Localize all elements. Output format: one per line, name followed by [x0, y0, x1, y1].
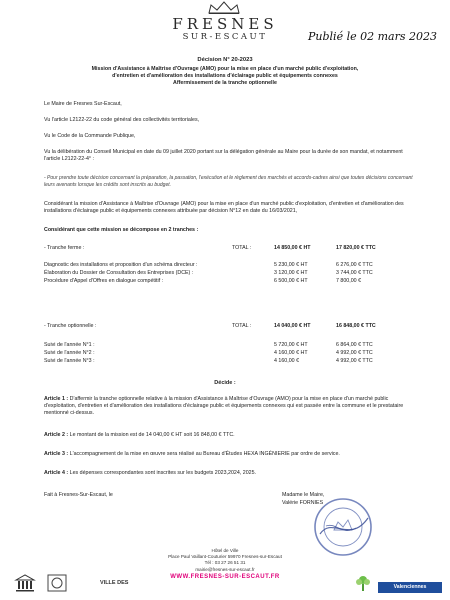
item-ttc: 7 800,00 €: [336, 278, 362, 284]
item-ttc: 3 744,00 € TTC: [336, 270, 373, 276]
item-label: Procédure d'Appel d'Offres en dialogue compétitif :: [44, 278, 164, 284]
object-line: Affermissement de la tranche optionnelle: [173, 79, 277, 86]
total-ttc: 17 820,00 € TTC: [336, 245, 376, 251]
decision-title: Décision N° 20-2023: [197, 57, 253, 63]
email-line: mairie@fresnes-sur-escaut.fr: [195, 566, 255, 572]
item-label: Suivi de l'année N°2 :: [44, 350, 95, 356]
vu-deliberation: Vu la délibération du Conseil Municipal en date du 09 juillet 2020 portant sur la délégation générale au Maire pour la durée de son mandat, et notamment l'article L2122-22-4° :: [44, 149, 403, 163]
flower-label-icon: [354, 573, 372, 593]
item-ht: 6 500,00 € HT: [274, 278, 308, 284]
item-ht: 3 120,00 € HT: [274, 270, 308, 276]
tranche-item: [44, 278, 414, 286]
article-text: D'affermir la tranche optionnelle relative à la mission d'Assistance à Maîtrise d'Ouvrage (AMO) pour la mise en place d'un marché public d'exploitation, d'entretien et d'amélioration des installations d'éclairage public et équipements connexes qui est passée entre la commune et le prestataire mentionné ci-dessus.: [44, 396, 404, 417]
total-ht: 14 850,00 € HT: [274, 245, 311, 251]
total-label: TOTAL :: [232, 245, 252, 251]
signature-place: Fait à Fresnes-Sur-Escaut, le: [44, 492, 113, 498]
vu-article: Vu l'article L2122-22 du code général des collectivités territoriales,: [44, 117, 200, 123]
item-label: Suivi de l'année N°3 :: [44, 358, 95, 364]
delegation-bullet: - Pour prendre toute décision concernant la préparation, la passation, l'exécution et le règlement des marchés et accords-cadres ainsi que toutes décisions concernant leurs avenants lorsque les crédits sont inscrits au budget.: [44, 175, 413, 188]
valenciennes-badge: Valenciennes: [378, 582, 442, 593]
item-label: Suivi de l'année N°1 :: [44, 342, 95, 348]
town-subname: SUR-ESCAUT: [182, 32, 268, 42]
item-ttc: 6 276,00 € TTC: [336, 262, 373, 268]
tranche-label: - Tranche ferme :: [44, 245, 85, 251]
article-number: Article 2 :: [44, 432, 69, 438]
town-hall-address: [120, 548, 330, 581]
item-ttc: 6 864,00 € TTC: [336, 342, 373, 348]
article-number: Article 1 :: [44, 396, 69, 402]
website-link[interactable]: WWW.FRESNES-SUR-ESCAUT.FR: [170, 573, 280, 580]
article-1: [44, 396, 414, 417]
phone-line: Tél : 03 27 26 51 31: [204, 560, 246, 566]
article-4: [44, 470, 414, 477]
article-text: Les dépenses correspondantes sont inscrites sur les budgets 2023,2024, 2025.: [69, 470, 257, 476]
item-ht: 4 160,00 €: [274, 358, 300, 364]
object-line: Mission d'Assistance à Maîtrise d'Ouvrage (AMO) pour la mise en place d'un marché public d'exploitation,: [91, 66, 359, 72]
town-crown-icon: [205, 1, 243, 15]
decision-object: [50, 66, 400, 87]
tranche-item: [44, 342, 414, 350]
town-name: FRESNES: [172, 15, 278, 33]
published-note: Publié le 02 mars 2023: [308, 30, 437, 43]
article-2: [44, 432, 414, 439]
intro-line: Le Maire de Fresnes Sur-Escaut,: [44, 101, 122, 107]
article-number: Article 3 :: [44, 451, 69, 457]
tranche-item: [44, 358, 414, 366]
article-number: Article 4 :: [44, 470, 69, 476]
tranche-optionnelle-total: [44, 323, 414, 331]
tranche-item: [44, 270, 414, 278]
heritage-emblem-icon: [46, 573, 68, 593]
item-label: Diagnostic des installations et proposition d'un schéma directeur :: [44, 262, 198, 268]
unesco-logo-icon: [14, 573, 36, 593]
signatory-role: Madame le Maire,: [282, 492, 325, 498]
signatory-name: Valérie FORNIES: [282, 499, 324, 506]
tranche-ferme-total: [44, 245, 414, 253]
villes-label: VILLE DES: [100, 580, 129, 586]
object-line: d'entretien et d'amélioration des installations d'éclairage public et équipements connexes: [112, 72, 338, 79]
item-ht: 5 720,00 € HT: [274, 342, 308, 348]
total-label: TOTAL :: [232, 323, 252, 329]
address-line: Hôtel de Ville: [211, 548, 239, 553]
item-ttc: 4 992,00 € TTC: [336, 350, 373, 356]
considering-paragraph: Considérant la mission d'Assistance à Maîtrise d'Ouvrage (AMO) pour la mise en place d'un marché public d'exploitation, d'entretien et d'amélioration des installations d'éclairage public et équipements connexes attribuée par décision N°12 en date du 16/03/2021,: [44, 201, 404, 215]
tranche-label: - Tranche optionnelle :: [44, 323, 97, 329]
item-ht: 5 230,00 € HT: [274, 262, 308, 268]
tranche-item: [44, 350, 414, 358]
article-3: [44, 451, 414, 458]
article-text: L'accompagnement de la mise en œuvre sera réalisé au Bureau d'Études HEXA INGÉNIERIE par ordre de service.: [69, 451, 340, 457]
total-ttc: 16 848,00 € TTC: [336, 323, 376, 329]
vu-code: Vu le Code de la Commande Publique,: [44, 133, 136, 139]
decide-heading: Décide :: [214, 380, 236, 386]
item-ht: 4 160,00 € HT: [274, 350, 308, 356]
address-line: Place Paul Vaillant-Couturier 59970 Fresnes-sur-Escaut: [168, 554, 282, 560]
article-text: Le montant de la mission est de 14 040,00 € HT soit 16 848,00 € TTC.: [69, 432, 235, 438]
total-ht: 14 040,00 € HT: [274, 323, 311, 329]
item-label: Élaboration du Dossier de Consultation des Entreprises (DCE) :: [44, 270, 194, 276]
tranche-item: [44, 262, 414, 270]
item-ttc: 4 992,00 € TTC: [336, 358, 373, 364]
composition-line: Considérant que cette mission se décompose en 2 tranches :: [44, 227, 199, 233]
